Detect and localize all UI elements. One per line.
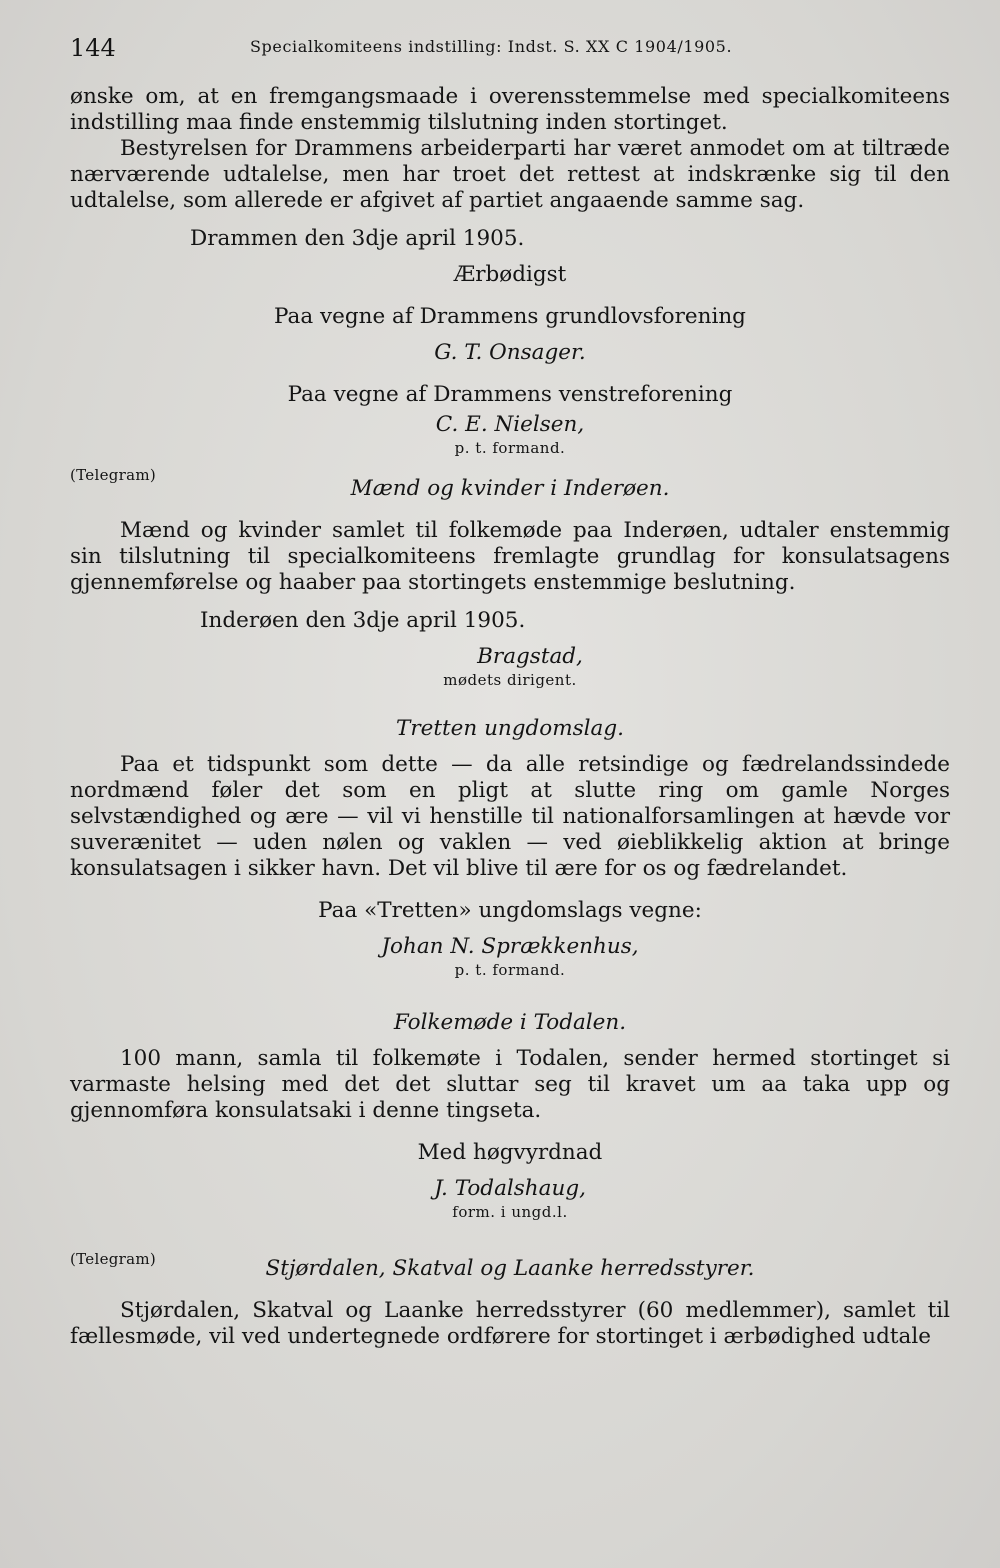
- paragraph: Bestyrelsen for Drammens arbeiderparti har været anmodet om at tiltræde nærværende udtalelse, men har troet det rettest at indskrænke sig til den udtalelse, som allerede er afgivet af partiet angaaende samme sag.: [70, 136, 950, 213]
- paragraph: Paa et tidspunkt som dette — da alle retsindige og fædrelandssindede nordmænd føler det som en pligt at slutte ring om gamle Norges selvstændighed og ære — vil vi henstille til nationalforsamlingen at hævde vor suverænitet — uden nølen og vaklen — ved øieblikkelig aktion at bringe konsulatsagen i sikker havn. Det vil blive til ære for os og fædrelandet.: [70, 752, 950, 881]
- closing: Med høgvyrdnad: [417, 1140, 603, 1165]
- paragraph: Stjørdalen, Skatval og Laanke herredsstyrer (60 medlemmer), samlet til fællesmøde, vil ved undertegnede ordførere for stortinget i ærbødighed udtale: [70, 1298, 950, 1349]
- signature: C. E. Nielsen,: [435, 412, 585, 437]
- page-number: 144: [70, 34, 116, 62]
- behalf-line: Paa vegne af Drammens grundlovsforening: [274, 304, 746, 329]
- signature-title: p. t. formand.: [454, 439, 566, 457]
- signature: J. Todalshaug,: [434, 1176, 586, 1201]
- paragraph: 100 mann, samla til folkemøte i Todalen, sender hermed stortinget si varmaste helsing med det det sluttar seg til kravet um aa taka upp og gjennomføra konsulatsaki i denne tingseta.: [70, 1046, 950, 1123]
- signature: G. T. Onsager.: [434, 340, 586, 365]
- section-heading: Tretten ungdomslag.: [396, 716, 624, 741]
- section-heading: Stjørdalen, Skatval og Laanke herredsstyrer.: [265, 1256, 755, 1281]
- telegram-label: (Telegram): [70, 1250, 157, 1268]
- behalf-line: Paa vegne af Drammens venstreforening: [287, 382, 733, 407]
- behalf-line: Paa «Tretten» ungdomslags vegne:: [318, 898, 702, 923]
- closing: Ærbødigst: [453, 262, 567, 287]
- place-date: Inderøen den 3dje april 1905.: [200, 608, 526, 633]
- signature: Johan N. Sprækkenhus,: [381, 934, 639, 959]
- paragraph: ønske om, at en fremgangsmaade i overensstemmelse med specialkomiteens indstilling maa finde enstemmig tilslutning inden stortinget.: [70, 84, 950, 135]
- place-date: Drammen den 3dje april 1905.: [190, 226, 525, 251]
- running-head: Specialkomiteens indstilling: Indst. S. XX C 1904/1905.: [250, 37, 733, 56]
- page-body: [70, 84, 950, 1350]
- signature-title: mødets dirigent.: [443, 671, 577, 689]
- section-heading: Mænd og kvinder i Inderøen.: [350, 476, 670, 501]
- page-header: [70, 34, 930, 64]
- section-heading: Folkemøde i Todalen.: [393, 1010, 627, 1035]
- signature-title: form. i ungd.l.: [452, 1203, 568, 1221]
- paragraph: Mænd og kvinder samlet til folkemøde paa Inderøen, udtaler enstemmig sin tilslutning til specialkomiteens fremlagte grundlag for konsulatsagens gjennemførelse og haaber paa stortingets enstemmige beslutning.: [70, 518, 950, 595]
- telegram-label: (Telegram): [70, 466, 157, 484]
- signature: Bragstad,: [477, 644, 583, 669]
- signature-title: p. t. formand.: [454, 961, 566, 979]
